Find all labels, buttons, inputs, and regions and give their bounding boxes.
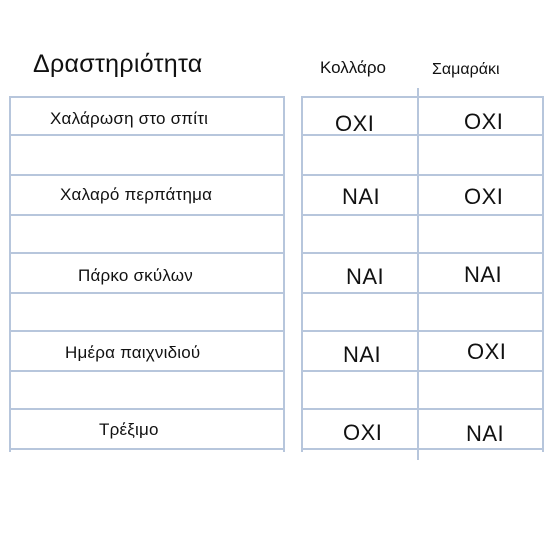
- activity-label: Τρέξιμο: [99, 420, 159, 439]
- harness-answer: ΝΑΙ: [464, 262, 503, 287]
- row-divider: [11, 174, 283, 176]
- row-divider: [11, 370, 283, 372]
- collar-answer: ΝΑΙ: [346, 264, 385, 289]
- column-header-harness: Σαμαράκι: [432, 61, 500, 78]
- row-divider: [11, 292, 283, 294]
- collar-answer: ΟΧΙ: [335, 111, 375, 136]
- row-divider: [303, 448, 542, 450]
- answer-table: [301, 96, 544, 452]
- harness-answer: ΟΧΙ: [467, 339, 507, 364]
- row-divider: [11, 330, 283, 332]
- row-divider: [303, 330, 542, 332]
- row-divider: [11, 408, 283, 410]
- row-divider: [303, 96, 542, 98]
- activity-table: [9, 96, 285, 452]
- activity-label: Πάρκο σκύλων: [78, 266, 193, 285]
- row-divider: [11, 448, 283, 450]
- row-divider: [303, 292, 542, 294]
- column-divider: [417, 88, 419, 460]
- row-divider: [303, 370, 542, 372]
- column-header-collar: Κολλάρο: [320, 58, 386, 77]
- row-divider: [303, 252, 542, 254]
- harness-answer: ΟΧΙ: [464, 109, 504, 134]
- harness-answer: ΟΧΙ: [464, 184, 504, 209]
- harness-answer: ΝΑΙ: [466, 421, 505, 446]
- collar-answer: ΟΧΙ: [343, 420, 383, 445]
- row-divider: [11, 252, 283, 254]
- collar-answer: ΝΑΙ: [343, 342, 382, 367]
- row-divider: [303, 214, 542, 216]
- activity-label: Χαλάρωση στο σπίτι: [50, 109, 209, 128]
- row-divider: [11, 134, 283, 136]
- activity-label: Ημέρα παιχνιδιού: [65, 343, 201, 362]
- row-divider: [11, 214, 283, 216]
- row-divider: [303, 408, 542, 410]
- activity-label: Χαλαρό περπάτημα: [60, 185, 213, 204]
- collar-answer: ΝΑΙ: [342, 184, 381, 209]
- row-divider: [11, 96, 283, 98]
- page-title: Δραστηριότητα: [33, 50, 203, 78]
- row-divider: [303, 174, 542, 176]
